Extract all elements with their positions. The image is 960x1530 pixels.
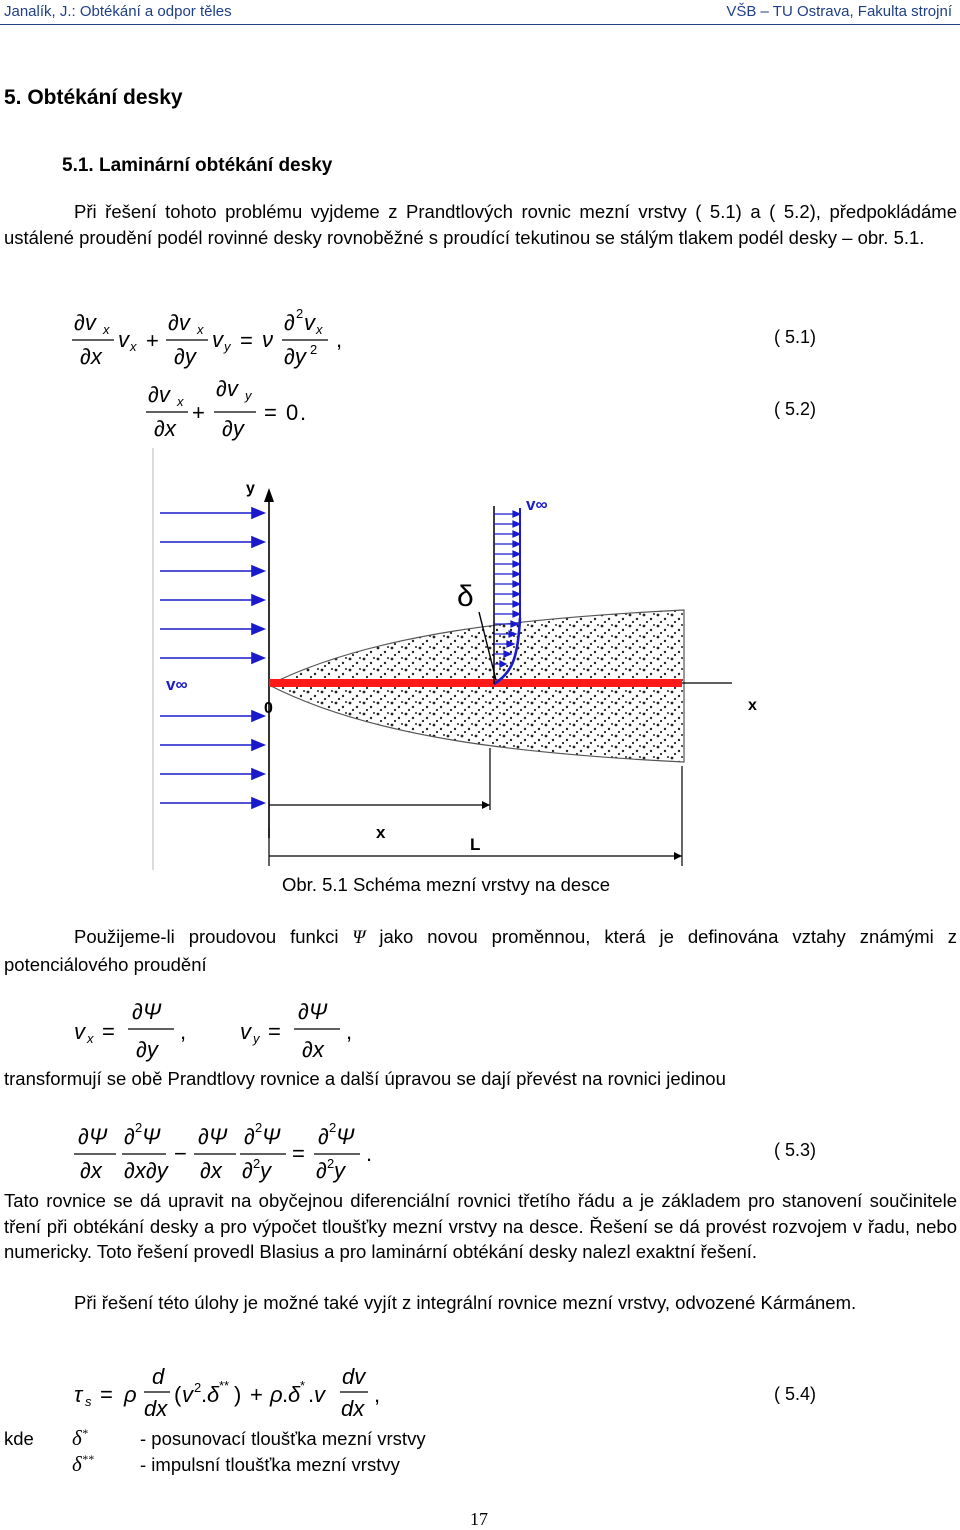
equation-5-4-number: ( 5.4) [774, 1384, 817, 1404]
label-y-axis: y [246, 480, 255, 497]
svg-text:d: d [152, 1364, 165, 1389]
svg-text:∂y: ∂y [136, 1037, 158, 1062]
svg-text:∂: ∂ [242, 1158, 253, 1183]
svg-text:v: v [240, 1019, 251, 1044]
label-origin: 0 [264, 700, 273, 717]
svg-text:y: y [253, 1031, 260, 1046]
svg-text:Ψ: Ψ [262, 1124, 281, 1149]
svg-text:): ) [234, 1382, 242, 1407]
svg-text:x: x [130, 339, 137, 354]
svg-text:∂: ∂ [284, 310, 295, 335]
svg-text:∂v: ∂v [216, 376, 238, 401]
paragraph-transform: transformují se obě Prandtlovy rovnice a další úpravou se dají převést na rovnici jedinou [4, 1068, 726, 1089]
svg-text:2: 2 [329, 1120, 337, 1135]
label-delta: δ [457, 580, 474, 613]
svg-text:,: , [346, 1019, 353, 1044]
svg-text:=: = [102, 1019, 115, 1044]
svg-text:∂y: ∂y [284, 344, 306, 369]
svg-text:=: = [268, 1019, 281, 1044]
equation-5-2 [144, 372, 344, 444]
svg-text:x: x [316, 322, 323, 337]
equation-5-1-number: ( 5.1) [774, 327, 817, 347]
svg-text:dx: dx [144, 1396, 168, 1421]
svg-text:.: . [308, 1382, 315, 1407]
svg-text:τ: τ [74, 1382, 83, 1407]
paragraph-intro [4, 199, 957, 250]
svg-text:2: 2 [253, 1156, 261, 1171]
svg-text:dv: dv [342, 1364, 366, 1389]
svg-text:y: y [224, 339, 231, 354]
svg-text:x: x [87, 1031, 94, 1046]
svg-text:∂x: ∂x [80, 344, 102, 369]
svg-text:0: 0 [286, 400, 299, 425]
svg-text:∂x: ∂x [302, 1037, 324, 1062]
svg-text:2: 2 [194, 1380, 202, 1395]
dimension-L-arrowhead [674, 852, 682, 860]
svg-text:v: v [212, 327, 223, 352]
figure-boundary-layer [152, 448, 780, 870]
svg-text:∂y: ∂y [222, 416, 244, 441]
svg-text:∂x: ∂x [80, 1158, 102, 1183]
svg-text:δ: δ [288, 1382, 301, 1407]
svg-text:=: = [100, 1382, 113, 1407]
equation-stream-function-definitions [70, 995, 390, 1067]
paragraph-stream-function [4, 924, 957, 977]
paragraph-karman-text: Při řešení této úlohy je možné také vyjít z integrální rovnice mezní vrstvy, odvozené Kármánem. [74, 1292, 857, 1313]
svg-text:v: v [74, 1019, 85, 1044]
svg-text:=: = [264, 400, 277, 425]
svg-text:∂v: ∂v [168, 310, 190, 335]
definition-text-momentum: - impulsní tloušťka mezní vrstvy [140, 1454, 400, 1475]
equation-5-1 [70, 300, 400, 372]
plate [269, 679, 682, 687]
svg-text:.: . [282, 1382, 289, 1407]
svg-text:+: + [146, 328, 159, 353]
svg-text:ρ: ρ [124, 1382, 137, 1407]
svg-text:2: 2 [135, 1120, 143, 1135]
svg-text:.: . [300, 400, 307, 425]
svg-text:y: y [245, 388, 252, 403]
svg-text:x: x [103, 322, 110, 337]
equation-5-2-number: ( 5.2) [774, 399, 817, 419]
svg-text:2: 2 [310, 342, 318, 357]
svg-text:∂: ∂ [316, 1158, 327, 1183]
psi-symbol: Ψ [352, 928, 366, 948]
definitions-kde: kde [4, 1428, 34, 1449]
svg-text:y: y [260, 1158, 271, 1183]
svg-text:∂: ∂ [244, 1124, 255, 1149]
definition-symbol-displacement: δ* [72, 1426, 88, 1450]
equation-5-3-number: ( 5.3) [774, 1140, 817, 1160]
dimension-x-arrowhead [482, 801, 490, 809]
svg-text:∂x: ∂x [154, 416, 176, 441]
definition-text-displacement: - posunovací tloušťka mezní vrstvy [140, 1428, 426, 1449]
svg-text:∂Ψ: ∂Ψ [298, 999, 328, 1024]
svg-text:∂x∂y: ∂x∂y [124, 1158, 168, 1183]
svg-text:.: . [366, 1141, 373, 1166]
svg-text:δ: δ [207, 1382, 220, 1407]
header-rule [0, 24, 960, 25]
paragraph-intro-text: Při řešení tohoto problému vyjdeme z Prandtlových rovnic mezní vrstvy ( 5.1) a ( 5.2), předpokládáme ustálené proudění podél rovinné desky rovnoběžné s proudící tekutinou se stálým tlakem podél desky – obr. 5.1. [4, 201, 957, 248]
svg-text:*: * [300, 1378, 306, 1393]
y-axis-arrowhead [264, 488, 274, 502]
definition-symbol-momentum: δ** [72, 1452, 94, 1476]
svg-text:∂v: ∂v [148, 382, 170, 407]
svg-text:y: y [334, 1158, 345, 1183]
svg-text:ρ: ρ [270, 1382, 283, 1407]
header-right: VŠB – TU Ostrava, Fakulta strojní [726, 3, 952, 20]
paragraph-blasius: Tato rovnice se dá upravit na obyčejnou diferenciální rovnici třetího řádu a je základem pro stanovení součinitele tření při obtékání desky a pro výpočet tloušťky mezní vrstvy na desce. Řešení se dá provést rozvojem v řadu, nebo numericky. Toto řešení provedl Blasius a pro laminární obtékání desky nalezl exaktní řešení. [4, 1190, 957, 1262]
svg-text:v: v [304, 310, 315, 335]
svg-text:2: 2 [327, 1156, 335, 1171]
svg-text:(: ( [174, 1382, 182, 1407]
svg-text:ν: ν [262, 327, 273, 352]
svg-text:Ψ: Ψ [142, 1124, 161, 1149]
svg-text:∂v: ∂v [74, 310, 96, 335]
incoming-flow-arrows [160, 508, 264, 808]
label-dim-x: x [376, 823, 386, 842]
svg-text:v: v [314, 1382, 325, 1407]
svg-text:∂y: ∂y [174, 344, 196, 369]
paragraph-stream-function-text-1: Použijeme-li proudovou funkci [74, 926, 353, 947]
svg-text:2: 2 [296, 306, 304, 321]
equation-5-4 [70, 1364, 410, 1430]
svg-text:x: x [177, 394, 184, 409]
label-v-inf-left: v∞ [166, 675, 188, 694]
svg-text:v: v [182, 1382, 193, 1407]
label-v-inf-top: v∞ [526, 495, 548, 514]
label-x-axis: x [748, 697, 757, 714]
paragraph-karman [4, 1290, 957, 1316]
svg-text:Ψ: Ψ [336, 1124, 355, 1149]
page-number: 17 [470, 1509, 488, 1529]
svg-text:,: , [374, 1382, 381, 1407]
svg-text:,: , [336, 327, 343, 352]
header-left: Janalík, J.: Obtékání a odpor těles [4, 3, 232, 20]
label-dim-L: L [470, 835, 481, 854]
svg-text:−: − [174, 1141, 187, 1166]
paragraph-stream-function-text-2: jako novou proměnnou, která je definována vztahy známými z potenciálového proudění [4, 926, 957, 975]
svg-text:∂Ψ: ∂Ψ [78, 1124, 108, 1149]
svg-text:,: , [180, 1019, 187, 1044]
svg-text:dx: dx [341, 1396, 365, 1421]
section-title: 5.1. Laminární obtékání desky [62, 155, 333, 176]
svg-text:+: + [250, 1382, 263, 1407]
svg-text:+: + [192, 400, 205, 425]
svg-text:**: ** [219, 1378, 230, 1393]
svg-text:.: . [201, 1382, 208, 1407]
svg-text:∂: ∂ [318, 1124, 329, 1149]
svg-text:x: x [197, 322, 204, 337]
chapter-title: 5. Obtékání desky [4, 86, 183, 109]
svg-text:∂: ∂ [124, 1124, 135, 1149]
svg-text:∂x: ∂x [200, 1158, 222, 1183]
svg-text:∂Ψ: ∂Ψ [198, 1124, 228, 1149]
svg-text:∂Ψ: ∂Ψ [132, 999, 162, 1024]
svg-text:2: 2 [255, 1120, 263, 1135]
svg-text:v: v [118, 327, 129, 352]
svg-text:s: s [85, 1394, 92, 1409]
figure-caption: Obr. 5.1 Schéma mezní vrstvy na desce [282, 874, 611, 895]
equation-5-3 [70, 1116, 390, 1188]
svg-text:=: = [292, 1141, 305, 1166]
svg-text:=: = [240, 328, 253, 353]
